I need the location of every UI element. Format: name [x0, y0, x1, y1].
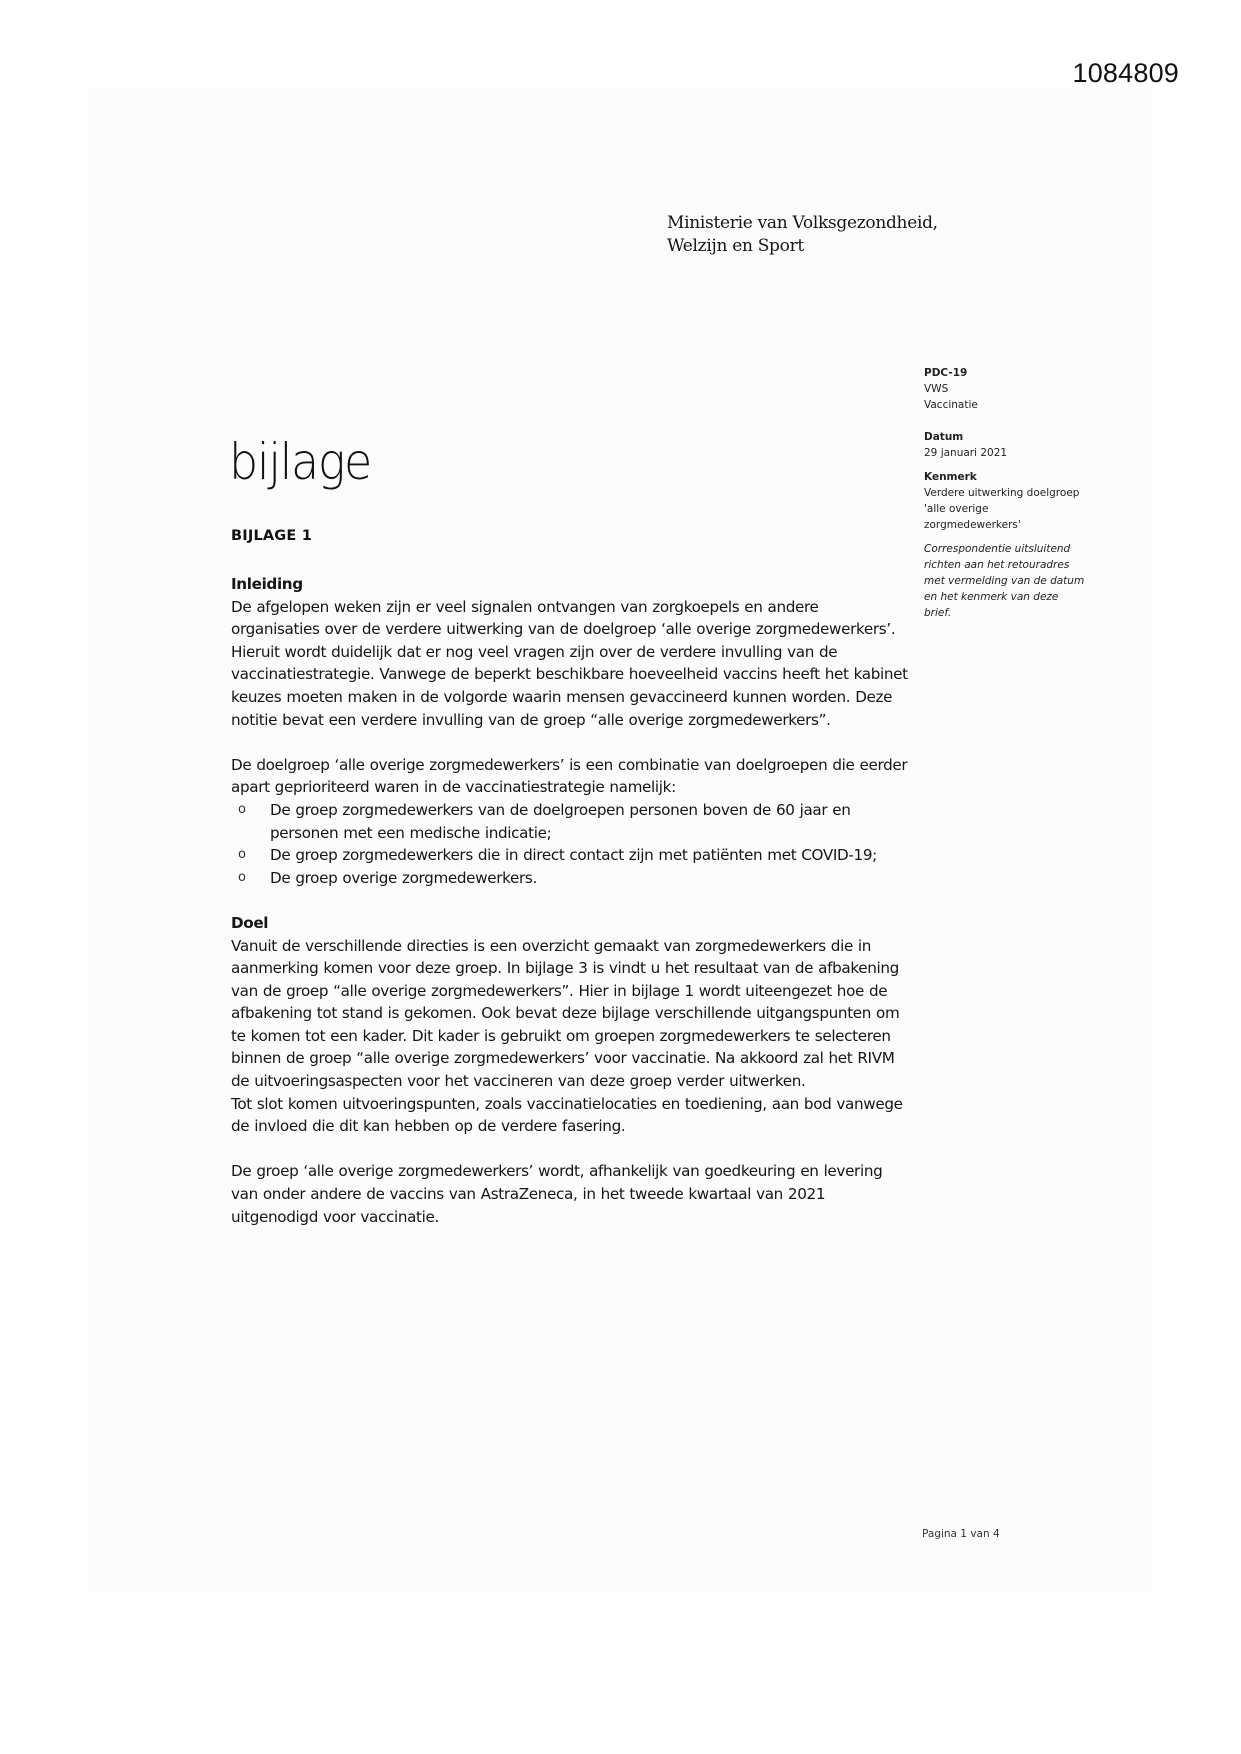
document-body — [231, 573, 911, 1228]
doel-paragraph-1b: Tot slot komen uitvoeringspunten, zoals vaccinatielocaties en toediening, aan bod vanwege de invloed die dit kan hebben op de verdere fasering. — [231, 1094, 903, 1136]
inleiding-paragraph-2: De doelgroep ‘alle overige zorgmedewerkers’ is een combinatie van doelgroepen die eerder apart geprioriteerd waren in de vaccinatiestrategie namelijk: — [231, 755, 908, 797]
list-item — [231, 867, 911, 890]
list-item-text: De groep zorgmedewerkers die in direct contact zijn met patiënten met COVID-19; — [270, 846, 877, 865]
bullet-circle-icon: o — [238, 869, 246, 885]
inleiding-paragraph-1: De afgelopen weken zijn er veel signalen ontvangen van zorgkoepels en andere organisaties over de verdere uitwerking van de doelgroep ‘alle overige zorgmedewerkers’. Hieruit wordt duidelijk dat er nog veel vragen zijn over de verdere invulling van de vaccinatiestrategie. Vanwege de beperkt beschikbare hoeveelheid vaccins heeft het kabinet keuzes moeten maken in de volgorde waarin mensen gevaccineerd kunnen worden. Deze notitie bevat een verdere invulling van de groep “alle overige zorgmedewerkers”. — [231, 597, 908, 729]
ministry-letterhead — [667, 212, 938, 258]
kenmerk-line3: zorgmedewerkers' — [924, 519, 1021, 531]
correspondence-notice — [924, 541, 1124, 621]
datum-value: 29 januari 2021 — [924, 447, 1008, 459]
kenmerk-block — [924, 469, 1124, 533]
notice-line2: richten aan het retouradres — [924, 559, 1070, 571]
bullet-circle-icon: o — [238, 847, 246, 863]
department-label: PDC-19 — [924, 367, 968, 379]
department-block — [924, 365, 1124, 413]
section-heading-inleiding: Inleiding — [231, 575, 303, 593]
section-heading-doel: Doel — [231, 913, 269, 932]
department-line2: Vaccinatie — [924, 399, 978, 411]
doel-paragraph-1: Vanuit de verschillende directies is een overzicht gemaakt van zorgmedewerkers die in aanmerking komen voor deze groep. In bijlage 3 is vindt u het resultaat van de afbakening van de groep “alle overige zorgmedewerkers”. Hier in bijlage 1 wordt uiteengezet hoe de afbakening tot stand is gekomen. Ook bevat deze bijlage verschillende uitgangspunten om te komen tot een kader. Dit kader is gebruikt om groepen zorgmedewerkers te selecteren binnen de groep “alle overige zorgmedewerkers’ voor vaccinatie. Na akkoord zal het RIVM de uitvoeringsaspecten voor het vaccineren van deze groep verder uitwerken. — [231, 936, 900, 1091]
bullet-circle-icon: o — [238, 801, 246, 817]
kenmerk-label: Kenmerk — [924, 471, 977, 483]
page-indicator: Pagina 1 van 4 — [922, 1528, 1000, 1540]
document-number: 1084809 — [1072, 58, 1179, 88]
notice-line4: en het kenmerk van deze — [924, 591, 1059, 603]
list-item-text: De groep zorgmedewerkers van de doelgroepen personen boven de 60 jaar en personen met een medische indicatie; — [270, 800, 851, 842]
datum-block — [924, 429, 1124, 461]
department-line1: VWS — [924, 383, 949, 395]
document-metadata-sidebar — [924, 365, 1124, 637]
ministry-name-line1: Ministerie van Volksgezondheid, — [667, 213, 938, 233]
kenmerk-line1: Verdere uitwerking doelgroep — [924, 487, 1080, 499]
datum-label: Datum — [924, 431, 964, 443]
target-group-list — [231, 799, 911, 889]
ministry-name-line2: Welzijn en Sport — [667, 236, 804, 256]
document-subtitle: BIJLAGE 1 — [231, 528, 313, 544]
notice-line3: met vermelding van de datum — [924, 575, 1085, 587]
doel-paragraph-2: De groep ‘alle overige zorgmedewerkers’ wordt, afhankelijk van goedkeuring en levering van onder andere de vaccins van AstraZeneca, in het tweede kwartaal van 2021 uitgenodigd voor vaccinatie. — [231, 1162, 883, 1226]
kenmerk-line2: 'alle overige — [924, 503, 989, 515]
document-title: bijlage — [229, 433, 371, 491]
list-item-text: De groep overige zorgmedewerkers. — [270, 868, 537, 887]
list-item — [231, 799, 911, 844]
notice-line1: Correspondentie uitsluitend — [924, 543, 1071, 555]
list-item — [231, 844, 911, 867]
notice-line5: brief. — [924, 607, 952, 619]
